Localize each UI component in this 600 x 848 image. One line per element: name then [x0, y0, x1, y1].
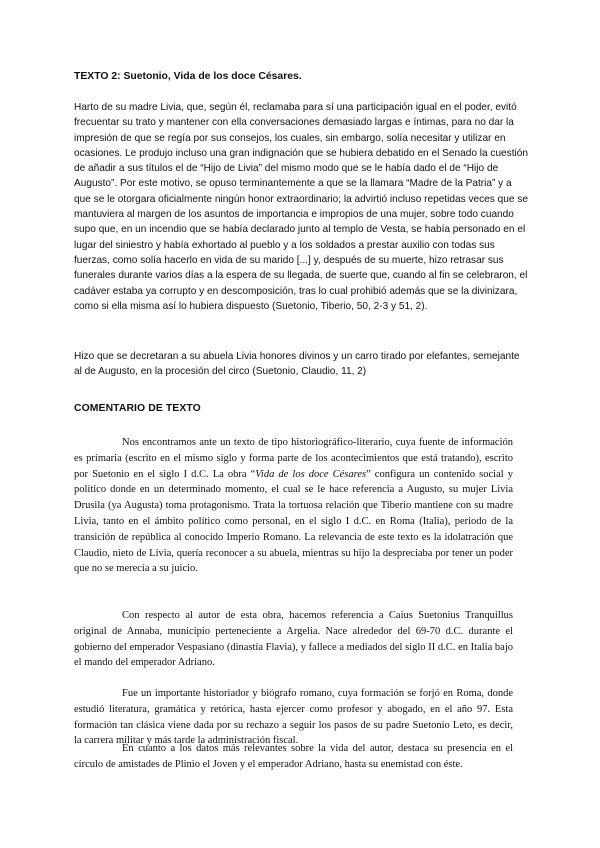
- commentary-p1-text-before: Nos encontramos ante un texto de tipo historiográfico-literario, cuya fuente de información es primaria (escrito en el mismo siglo y forma parte de los acontecimientos que está tratando), escrito por Suetonio en el siglo I d.C. La obra “: [74, 437, 513, 480]
- work-title: Vida de los doce Césares: [255, 468, 367, 480]
- commentary-paragraph-1: [74, 435, 513, 577]
- commentary-paragraph-3: Fue un importante historiador y biógrafo romano, cuya formación se forjó en Roma, donde estudió literatura, gramática y retórica, hasta ejercer como profesor y abogado, en el año 97. Esta formación tan clásica viene dada por su rechazo a seguir los pasos de su padre Suetonio Leto, es decir, la carrera militar y más tarde la administración fiscal.: [74, 688, 513, 747]
- commentary-paragraph-2: Con respecto al autor de esta obra, hacemos referencia a Caius Suetonius Tranquillus original de Annaba, municipio perteneciente a Argelia. Nace alrededor del 69-70 d.C. durante el gobierno del emperador Vespasiano (dinastía Flavia), y fallece a mediados del siglo II d.C. en Italia bajo el mando del emperador Adriano.: [74, 610, 513, 669]
- commentary-title: COMENTARIO DE TEXTO: [74, 403, 201, 414]
- text2-paragraph-1: Harto de su madre Livia, que, según él, reclamaba para sí una participación igual en el poder, evitó frecuentar su trato y mantener con ella conversaciones demasiado largas e íntimas, para no dar la impresión de que se regía por sus consejos, los cuales, sin embargo, solía necesitar y utilizar en ocasiones. Le produjo incluso una gran indignación que se hubiera debatido en el Senado la cuestión de añadir a sus títulos el de “Hijo de Livia” del mismo modo que se le había dado el de “Hijo de Augusto”. Por este motivo, se opuso terminantemente a que se la llamara “Madre de la Patria” y a que se le otorgara oficialmente ningún honor extraordinario; la advirtió incluso repetidas veces que se mantuviera al margen de los asuntos de importancia e impropios de una mujer, sobre todo cuando supo que, en un incendio que se había declarado junto al templo de Vesta, se había personado en el lugar del siniestro y había exhortado al pueblo y a los soldados a prestar auxilio con todas sus fuerzas, como solía hacerlo en vida de su marido [...] y, después de su muerte, hizo retrasar sus funerales durante varios días a la espera de su llegada, de suerte que, cuando al fin se celebraron, el cadáver estaba ya corrupto y en descomposición, tras lo cual prohibió además que se la divinizara, como si ella misma así lo hubiera dispuesto (Suetonio, Tiberio, 50, 2-3 y 51, 2).: [74, 102, 528, 312]
- text2-paragraph-2: Hizo que se decretaran a su abuela Livia honores divinos y un carro tirado por elefantes, semejante al de Augusto, en la procesión del circo (Suetonio, Claudio, 11, 2): [74, 351, 520, 378]
- commentary-p1-text-after: ” configura un contenido social y político donde en un determinado momento, el cual se le hace referencia a Augusto, su mujer Livia Drusila (ya Augusta) toma protagonismo. Trata la tortuosa relación que Tiberio mantiene con su madre Livia, tanto en el ámbito político como personal, en el siglo I d.C. en Roma (Italia), periodo de la transición de república al conocido Imperio Romano. La relevancia de este texto es la idolatración que Claudio, nieto de Livia, quería reconocer a su abuela, mientras su hijo la despreciaba por tener un poder que no se merecía a su juicio.: [74, 468, 513, 575]
- text2-title: TEXTO 2: Suetonio, Vida de los doce Césares.: [74, 71, 302, 82]
- commentary-paragraph-4: En cuanto a los datos más relevantes sobre la vida del autor, destaca su presencia en el círculo de amistades de Plinio el Joven y el emperador Adriano, hasta su enemistad con éste.: [74, 743, 513, 770]
